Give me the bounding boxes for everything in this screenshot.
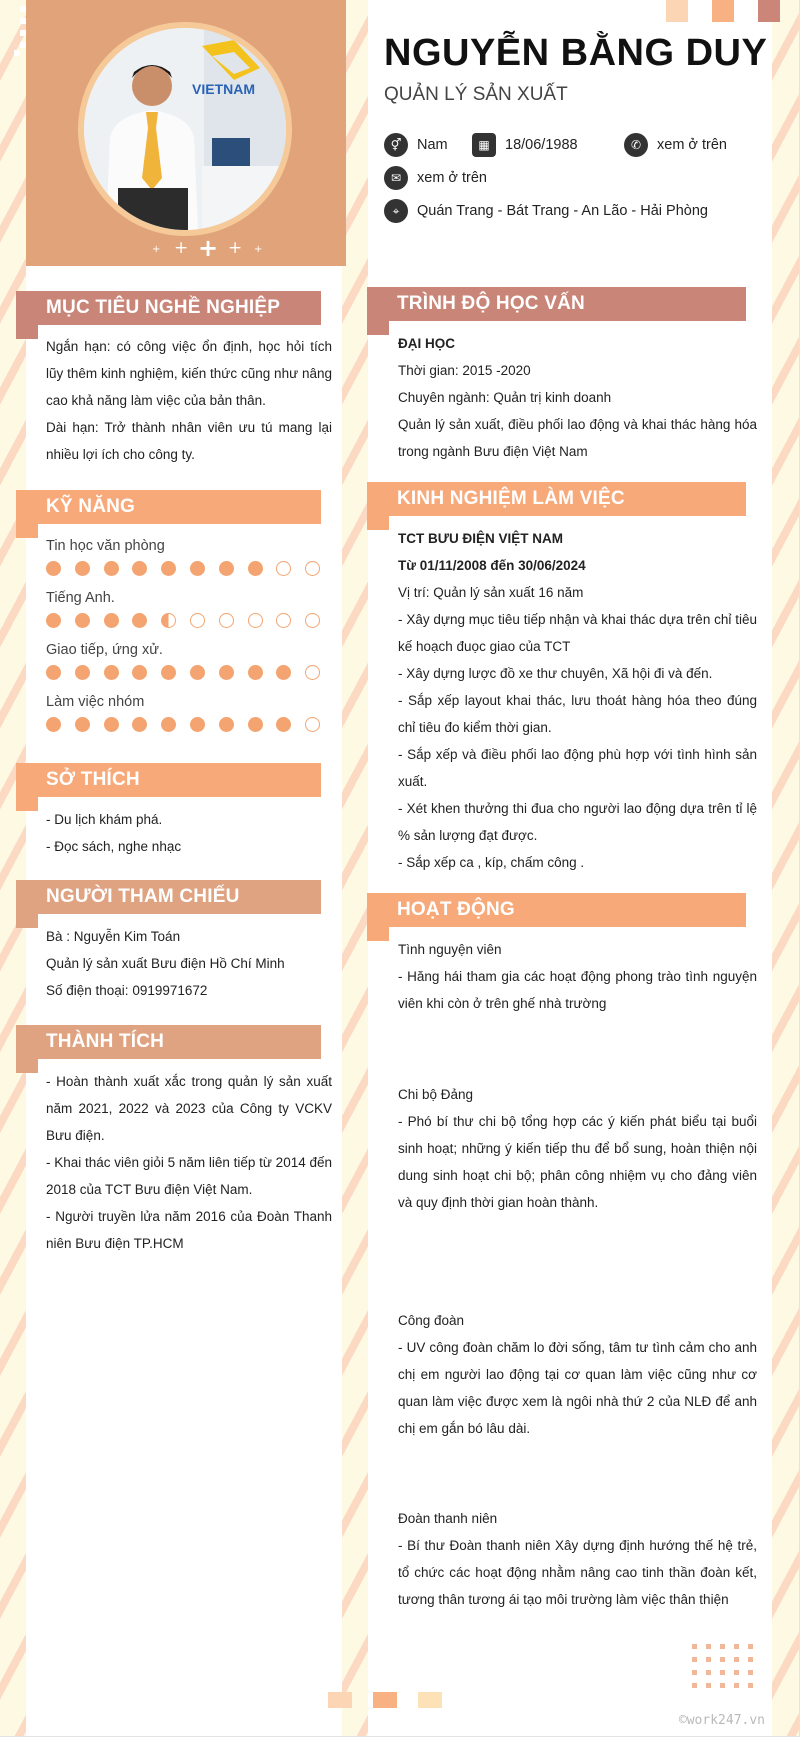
skill-dot	[190, 717, 205, 732]
achievement-item: - Khai thác viên giỏi 5 năm liên tiếp từ 2014 đến 2018 của TCT Bưu điện Việt Nam.	[46, 1155, 332, 1197]
objective-section-header	[16, 291, 321, 325]
address-info	[384, 199, 708, 223]
skill-dot	[190, 613, 205, 628]
decorative-square	[328, 1692, 352, 1708]
reference-line: Số điện thoại: 0919971672	[46, 983, 208, 998]
skill-dot	[46, 717, 61, 732]
photo-sign-text: VIETNAM	[192, 81, 255, 97]
email-icon: ✉	[384, 166, 408, 190]
avatar	[78, 22, 292, 236]
skill-label: Tiếng Anh.	[46, 590, 115, 606]
education-section-header	[367, 287, 746, 321]
skill-label: Làm việc nhóm	[46, 694, 145, 710]
skill-rating	[46, 613, 326, 629]
skill-dot	[161, 665, 176, 680]
skill-dot	[104, 717, 119, 732]
email-info	[384, 166, 487, 190]
education-title: TRÌNH ĐỘ HỌC VẤN	[397, 293, 585, 314]
skill-dot	[104, 665, 119, 680]
skill-dot	[276, 717, 291, 732]
skill-dot	[276, 561, 291, 576]
experience-company: TCT BƯU ĐIỆN VIỆT NAM	[398, 531, 563, 546]
activity-description: - Bí thư Đoàn thanh niên Xây dựng định hướng thế hệ trẻ, tổ chức các hoạt động nhằm nâng cao tinh thần đoàn kết, tương thân tương ái tạo môi trường làm việc thân thiện	[398, 1538, 757, 1607]
achievement-item: - Hoàn thành xuất xắc trong quản lý sản xuất năm 2021, 2022 và 2023 của Công ty VCKV Bưu điện.	[46, 1074, 332, 1143]
decorative-stripes-right	[772, 0, 800, 1737]
skill-rating	[46, 561, 326, 577]
decorative-plus-row: + + + + +	[152, 234, 263, 262]
achievements-section-header	[16, 1025, 321, 1059]
job-title: QUẢN LÝ SẢN XUẤT	[384, 84, 568, 105]
activities-title: HOẠT ĐỘNG	[397, 899, 515, 920]
skill-dot	[219, 717, 234, 732]
skill-dot	[46, 665, 61, 680]
activities-section-header	[367, 893, 746, 927]
skill-dot	[75, 665, 90, 680]
skill-dot	[75, 717, 90, 732]
skill-dot	[132, 665, 147, 680]
birthdate-info	[472, 133, 578, 157]
phone-icon: ✆	[624, 133, 648, 157]
experience-details	[398, 525, 757, 876]
achievements-title: THÀNH TÍCH	[46, 1031, 165, 1052]
experience-duty: - Xây dựng lược đồ xe thư chuyên, Xã hội đi và đến.	[398, 666, 713, 681]
skill-dot	[46, 561, 61, 576]
skills-title: KỸ NĂNG	[46, 496, 136, 517]
education-major: Chuyên ngành: Quản trị kinh doanh	[398, 390, 612, 405]
skill-rating	[46, 717, 326, 733]
reference-line: Bà : Nguyễn Kim Toán	[46, 929, 181, 944]
skill-dot	[104, 561, 119, 576]
phone-value: xem ở trên	[657, 137, 727, 153]
activity-description: - UV công đoàn chăm lo đời sống, tâm tư tình cảm cho anh chị em người lao động tại cơ quan làm việc cũng như cơ quan làm việc được xem là ngôi nhà thứ 2 của NLĐ để anh chị em gắn bó lâu dài.	[398, 1340, 757, 1436]
skill-dot	[161, 717, 176, 732]
skill-dot	[75, 561, 90, 576]
achievement-item: - Người truyền lửa năm 2016 của Đoàn Thanh niên Bưu điện TP.HCM	[46, 1209, 332, 1251]
address-value: Quán Trang - Bát Trang - An Lão - Hải Phòng	[417, 203, 708, 219]
hobbies-title: SỞ THÍCH	[46, 769, 140, 790]
gender-icon: ⚥	[384, 133, 408, 157]
decorative-square	[418, 1692, 442, 1708]
skill-dot	[248, 665, 263, 680]
activity-name: Công đoàn	[398, 1313, 465, 1328]
skill-dot	[104, 613, 119, 628]
experience-duty: - Xây dựng mục tiêu tiếp nhận và khai thác dựa trên chỉ tiêu kế hoạch đuọc giao của TCT	[398, 612, 757, 654]
achievements-list	[46, 1068, 332, 1257]
references-section-header	[16, 880, 321, 914]
skill-dot	[161, 561, 176, 576]
skill-dot	[276, 613, 291, 628]
email-value: xem ở trên	[417, 170, 487, 186]
activity-block	[398, 1081, 757, 1216]
activity-name: Tình nguyện viên	[398, 942, 502, 957]
objective-title: MỤC TIÊU NGHỀ NGHIỆP	[46, 297, 281, 318]
skill-dot	[132, 613, 147, 628]
education-description: Quản lý sản xuất, điều phối lao động và khai thác hàng hóa trong ngành Bưu điện Việt Nam	[398, 417, 757, 459]
skill-dot	[248, 613, 263, 628]
experience-period: Từ 01/11/2008 đến 30/06/2024	[398, 558, 586, 573]
skill-label: Tin học văn phòng	[46, 538, 165, 554]
phone-info	[624, 133, 727, 157]
skill-dot	[132, 561, 147, 576]
skills-section-header	[16, 490, 321, 524]
skill-dot	[276, 665, 291, 680]
skill-dot	[248, 561, 263, 576]
skill-dot	[248, 717, 263, 732]
gender-info	[384, 133, 448, 157]
hobbies-list	[46, 806, 332, 860]
experience-duty: - Xét khen thưởng thi đua cho người lao động dựa trên tỉ lệ % sản lượng đạt được.	[398, 801, 757, 843]
calendar-icon: ▦	[472, 133, 496, 157]
references-title: NGƯỜI THAM CHIẾU	[46, 886, 240, 907]
education-time: Thời gian: 2015 -2020	[398, 363, 531, 378]
skill-label: Giao tiếp, ứng xử.	[46, 642, 163, 658]
activity-block	[398, 1307, 757, 1442]
decorative-square	[758, 0, 780, 22]
hobby-item: - Đọc sách, nghe nhạc	[46, 839, 182, 854]
experience-position: Vị trí: Quản lý sản xuất 16 năm	[398, 585, 584, 600]
skill-dot	[305, 665, 320, 680]
gender-value: Nam	[417, 137, 448, 153]
objective-short-term: Ngắn hạn: có công việc ổn định, học hỏi tích lũy thêm kinh nghiệm, kiến thức cũng như nâng cao khả năng làm việc của bản thân.	[46, 339, 332, 408]
decorative-square	[712, 0, 734, 22]
activity-block	[398, 1505, 757, 1613]
hobby-item: - Du lịch khám phá.	[46, 812, 163, 827]
skill-dot	[219, 613, 234, 628]
location-pin-icon: ⌖	[384, 199, 408, 223]
skill-dot	[219, 665, 234, 680]
birthdate-value: 18/06/1988	[505, 137, 578, 153]
skill-dot	[46, 613, 61, 628]
skill-dot	[190, 561, 205, 576]
skill-dot	[305, 561, 320, 576]
decorative-square	[373, 1692, 397, 1708]
skill-dot	[161, 613, 176, 628]
reference-line: Quản lý sản xuất Bưu điện Hồ Chí Minh	[46, 956, 285, 971]
watermark: ©work247.vn	[678, 1713, 765, 1728]
experience-duty: - Sắp xếp layout khai thác, lưu thoát hàng hóa theo đúng chỉ tiêu đo kiểm thời gian.	[398, 693, 757, 735]
activity-name: Đoàn thanh niên	[398, 1511, 498, 1526]
skill-dot	[75, 613, 90, 628]
skill-dot	[132, 717, 147, 732]
experience-title: KINH NGHIỆM LÀM VIỆC	[397, 488, 625, 509]
avatar-photo	[84, 28, 286, 230]
skill-dot	[219, 561, 234, 576]
skill-dot	[190, 665, 205, 680]
full-name: NGUYỄN BẰNG DUY	[384, 32, 768, 74]
references-list	[46, 923, 332, 1004]
education-details	[398, 330, 757, 465]
experience-section-header	[367, 482, 746, 516]
skill-dot	[305, 613, 320, 628]
experience-duty: - Sắp xếp và điều phối lao động phù hợp với tình hình sản xuất.	[398, 747, 757, 789]
skill-dot	[305, 717, 320, 732]
activity-block	[398, 936, 757, 1017]
activity-name: Chi bộ Đảng	[398, 1087, 474, 1102]
decorative-stripes-left	[0, 0, 26, 1737]
education-degree: ĐẠI HỌC	[398, 336, 455, 351]
decorative-square	[666, 0, 688, 22]
activity-description: - Hăng hái tham gia các hoạt động phong trào tình nguyện viên khi còn ở trên ghế nhà trường	[398, 969, 757, 1011]
objective-text	[46, 333, 332, 468]
photo-panel	[26, 0, 346, 266]
experience-duty: - Sắp xếp ca , kíp, chấm công .	[398, 855, 585, 870]
activity-description: - Phó bí thư chi bộ tổng hợp các ý kiến phát biểu tại buổi sinh hoạt; những ý kiến tiếp thu để bổ sung, hoàn thiện nội dung sinh hoạt chi bộ; phân công nhiệm vụ cho đảng viên và quy định thời gian hoàn thành.	[398, 1114, 757, 1210]
skill-rating	[46, 665, 326, 681]
hobbies-section-header	[16, 763, 321, 797]
objective-long-term: Dài hạn: Trở thành nhân viên ưu tú mang lại nhiều lợi ích cho công ty.	[46, 420, 332, 462]
